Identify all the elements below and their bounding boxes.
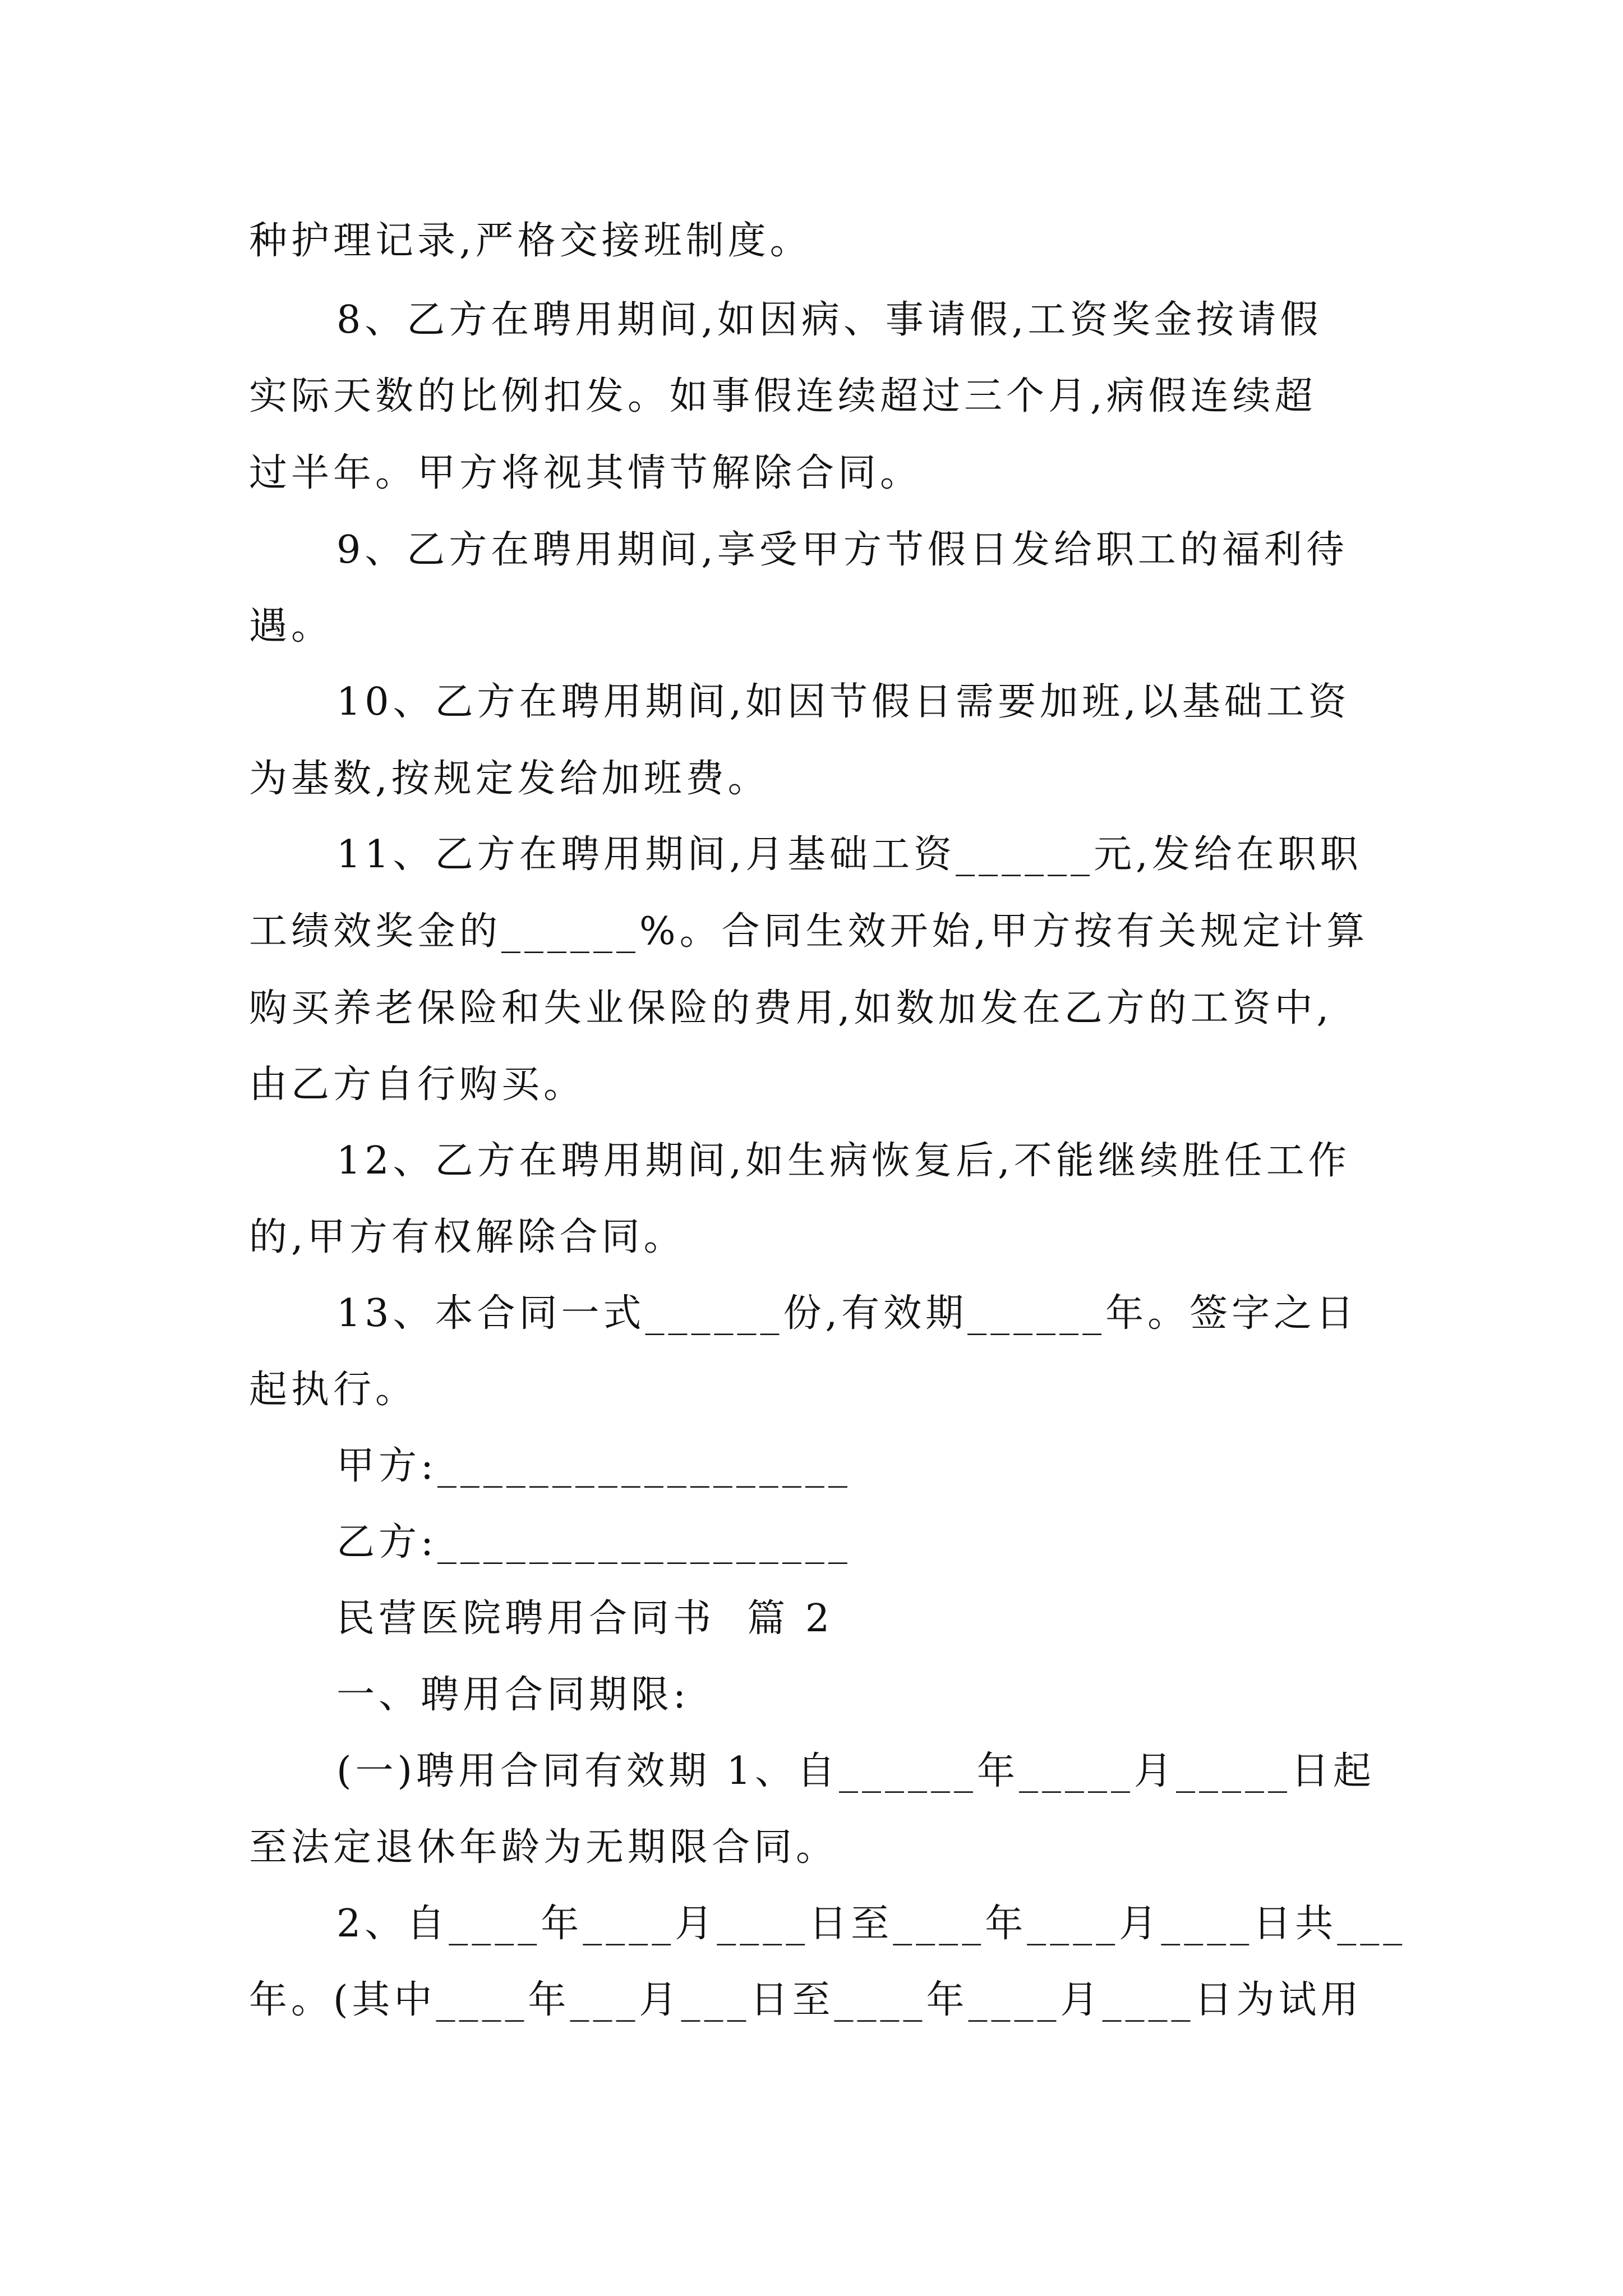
paragraph-line: 9、乙方在聘用期间,享受甲方节假日发给职工的福利待 [336,528,1348,572]
paragraph-line: 8、乙方在聘用期间,如因病、事请假,工资奖金按请假 [336,298,1322,342]
paragraph-line: 购买养老保险和失业保险的费用,如数加发在乙方的工资中, [249,986,1333,1030]
clause-heading: 一、聘用合同期限: [336,1673,690,1717]
paragraph-line: 2、自____年____月____日至____年____月____日共___ [336,1902,1407,1946]
paragraph-line: 10、乙方在聘用期间,如因节假日需要加班,以基础工资 [336,680,1350,724]
paragraph-line: 的,甲方有权解除合同。 [249,1215,686,1259]
signature-line-party-b: 乙方:__________________ [336,1520,851,1565]
paragraph-line: 12、乙方在聘用期间,如生病恢复后,不能继续胜任工作 [336,1139,1350,1183]
paragraph-line: 为基数,按规定发给加班费。 [249,757,770,801]
paragraph-line: 至法定退休年龄为无期限合同。 [249,1825,838,1870]
paragraph-line: 工绩效奖金的______%。合同生效开始,甲方按有关规定计算 [249,909,1369,954]
section-heading: 民营医院聘用合同书 篇 2 [336,1596,834,1641]
paragraph-line: (一)聘用合同有效期 1、自______年_____月_____日起 [336,1749,1375,1793]
paragraph-line: 实际天数的比例扣发。如事假连续超过三个月,病假连续超 [249,374,1317,418]
paragraph-line: 起执行。 [249,1368,418,1412]
paragraph-line: 年。(其中____年___月___日至____年____月____日为试用 [249,1978,1363,2022]
paragraph-line: 11、乙方在聘用期间,月基础工资______元,发给在职职 [336,832,1362,877]
paragraph-line: 由乙方自行购买。 [249,1062,586,1107]
paragraph-line: 种护理记录,严格交接班制度。 [249,219,812,263]
signature-line-party-a: 甲方:__________________ [336,1444,851,1488]
paragraph-line: 过半年。甲方将视其情节解除合同。 [249,451,923,495]
paragraph-line: 遇。 [249,604,334,648]
paragraph-line: 13、本合同一式______份,有效期______年。签字之日 [336,1291,1358,1336]
